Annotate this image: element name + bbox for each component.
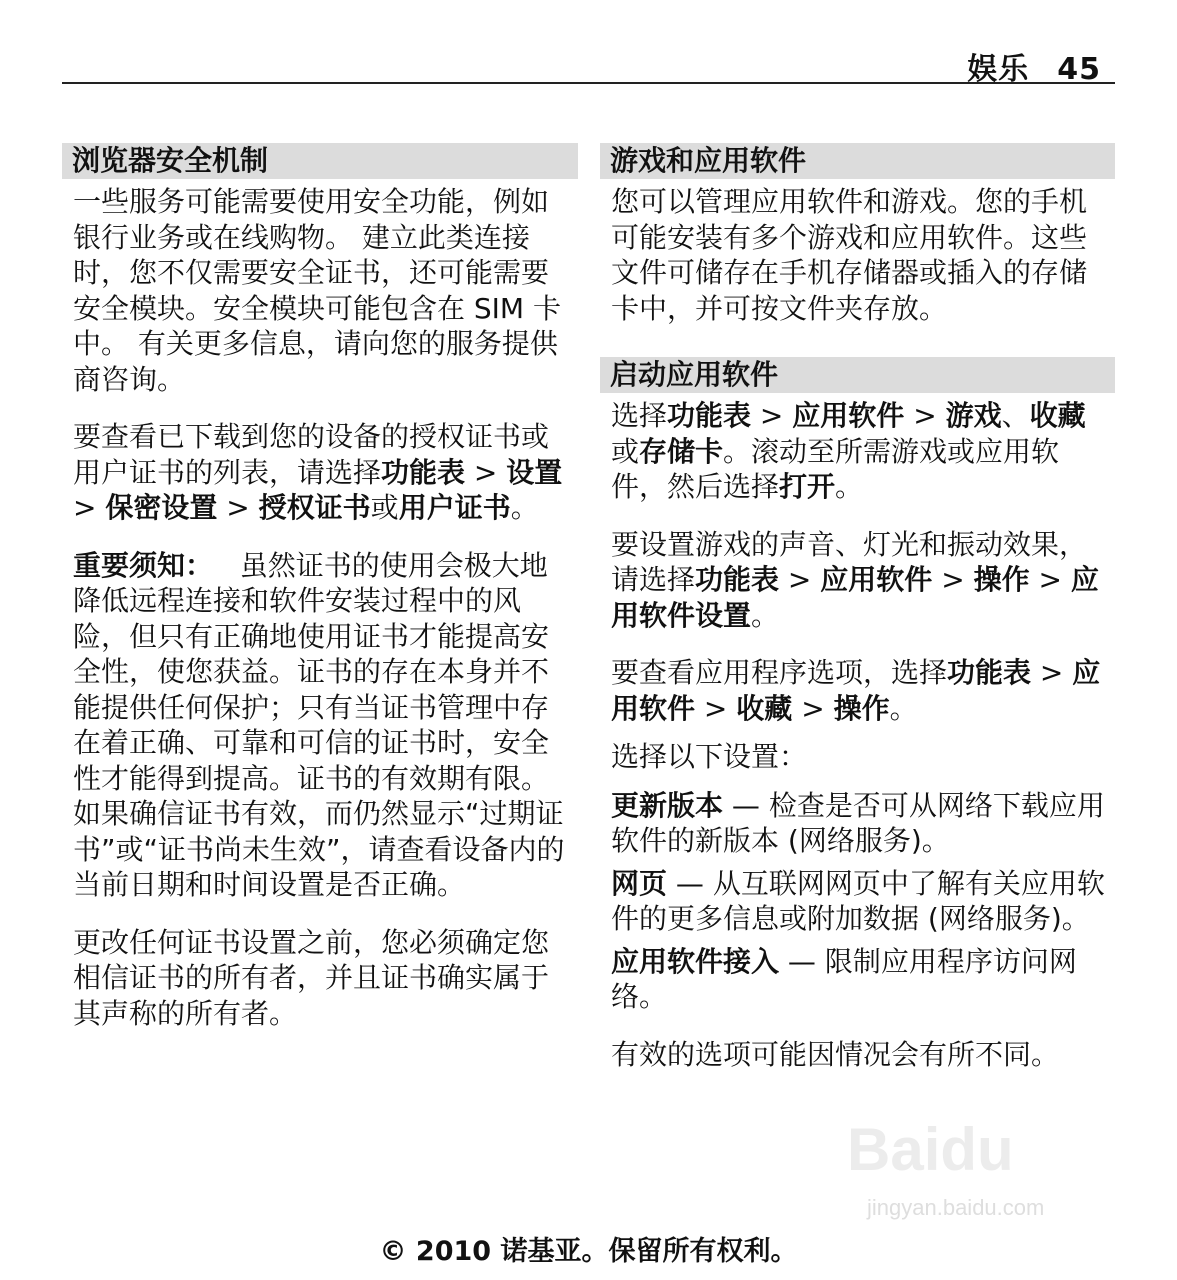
menu-path-item: 操作: [973, 563, 1030, 596]
option-label: 应用软件接入: [611, 944, 780, 978]
watermark-url: jingyan.baidu.com: [867, 1195, 1045, 1220]
paragraph-important-notice: 重要须知： 虽然证书的使用会极大地降低远程连接和软件安装过程中的风险，但只有正确地使用证书才能提高安全性，使您获益。证书的存在本身并不能提供任何保护；只有当证书管理中存在着正确、可靠和可信的证书时，安全性才能得到提高。证书的有效期有限。如果确信证书有效，而仍然显示“过期证书”或“证书尚未生效”，请查看设备内的当前日期和时间设置是否正确。: [73, 548, 565, 901]
menu-path-item: 功能表: [667, 399, 752, 432]
paragraph-app-options: 要查看应用程序选项，选择功能表 > 应用软件 > 收藏 > 操作。: [611, 656, 1101, 725]
option-label: 更新版本: [611, 788, 724, 822]
menu-path-item: 用户证书: [398, 491, 511, 524]
menu-path-item: 应用软件: [611, 656, 1101, 725]
paragraph-security-intro: 一些服务可能需要使用安全功能，例如银行业务或在线购物。 建立此类连接时，您不仅需要安全证书，还可能需要安全模块。安全模块可能包含在 SIM 卡中。 有关更多信息，请向您的服务提供商咨询。: [73, 185, 561, 396]
menu-path-item: 应用软件设置: [611, 563, 1099, 632]
baidu-logo-icon: Baidu: [847, 1116, 1014, 1183]
menu-path-item: 游戏: [945, 399, 1002, 432]
menu-path-item: 功能表: [381, 455, 466, 489]
page-header: [62, 40, 1115, 87]
page-number: 45: [1057, 52, 1101, 87]
menu-path-item: 收藏: [736, 691, 793, 725]
section-title: 娱乐: [967, 52, 1030, 87]
heading-games-apps: 游戏和应用软件: [600, 143, 1115, 179]
menu-path-item: 存储卡: [639, 434, 724, 468]
paragraph-view-certificates: 要查看已下载到您的设备的授权证书或用户证书的列表，请选择功能表 > 设置 > 保密设置 > 授权证书或用户证书。: [73, 420, 563, 524]
option-web-page: 网页 — 从互联网网页中了解有关应用软件的更多信息或附加数据 (网络服务)。: [611, 866, 1105, 935]
paragraph-options-vary: 有效的选项可能因情况会有所不同。: [611, 1037, 1060, 1071]
watermark: [847, 1115, 1107, 1235]
paragraph-change-settings: 更改任何证书设置之前，您必须确定您相信证书的所有者，并且证书确实属于其声称的所有者。: [73, 925, 550, 1030]
paragraph-launch-steps: 选择功能表 > 应用软件 > 游戏、收藏或存储卡。滚动至所需游戏或应用软件，然后选择打开。: [611, 399, 1086, 503]
menu-path-item: 操作: [833, 691, 890, 725]
header-text: [967, 44, 1101, 88]
copyright-footer: © 2010 诺基亚。保留所有权利。: [379, 1236, 798, 1267]
option-update-version: 更新版本 — 检查是否可从网络下载应用软件的新版本 (网络服务)。: [611, 788, 1105, 857]
menu-path-item: 保密设置: [105, 491, 218, 524]
menu-path-item: 收藏: [1029, 399, 1086, 432]
heading-browser-security: 浏览器安全机制: [62, 143, 578, 179]
menu-path-item: 打开: [779, 470, 836, 503]
menu-path-item: 授权证书: [258, 491, 371, 524]
option-label: 网页: [611, 866, 668, 900]
menu-path-item: 设置: [506, 455, 563, 489]
option-app-access: 应用软件接入 — 限制应用程序访问网络。: [611, 944, 1077, 1013]
paragraph-manage-apps: 您可以管理应用软件和游戏。您的手机可能安装有多个游戏和应用软件。这些文件可储存在手机存储器或插入的存储卡中，并可按文件夹存放。: [611, 185, 1088, 325]
menu-path-item: 应用软件: [792, 399, 905, 432]
heading-launch-apps: 启动应用软件: [600, 357, 1115, 393]
left-column: [62, 143, 578, 1031]
menu-path-item: 功能表: [695, 563, 780, 596]
important-label: 重要须知：: [73, 548, 214, 582]
menu-path-item: 功能表: [947, 656, 1032, 689]
right-column: [600, 143, 1115, 1072]
paragraph-game-settings: 要设置游戏的声音、灯光和振动效果，请选择功能表 > 应用软件 > 操作 > 应用软件设置。: [611, 527, 1099, 632]
menu-path-item: 应用软件: [820, 563, 933, 596]
paragraph-select-settings: 选择以下设置：: [611, 740, 808, 773]
